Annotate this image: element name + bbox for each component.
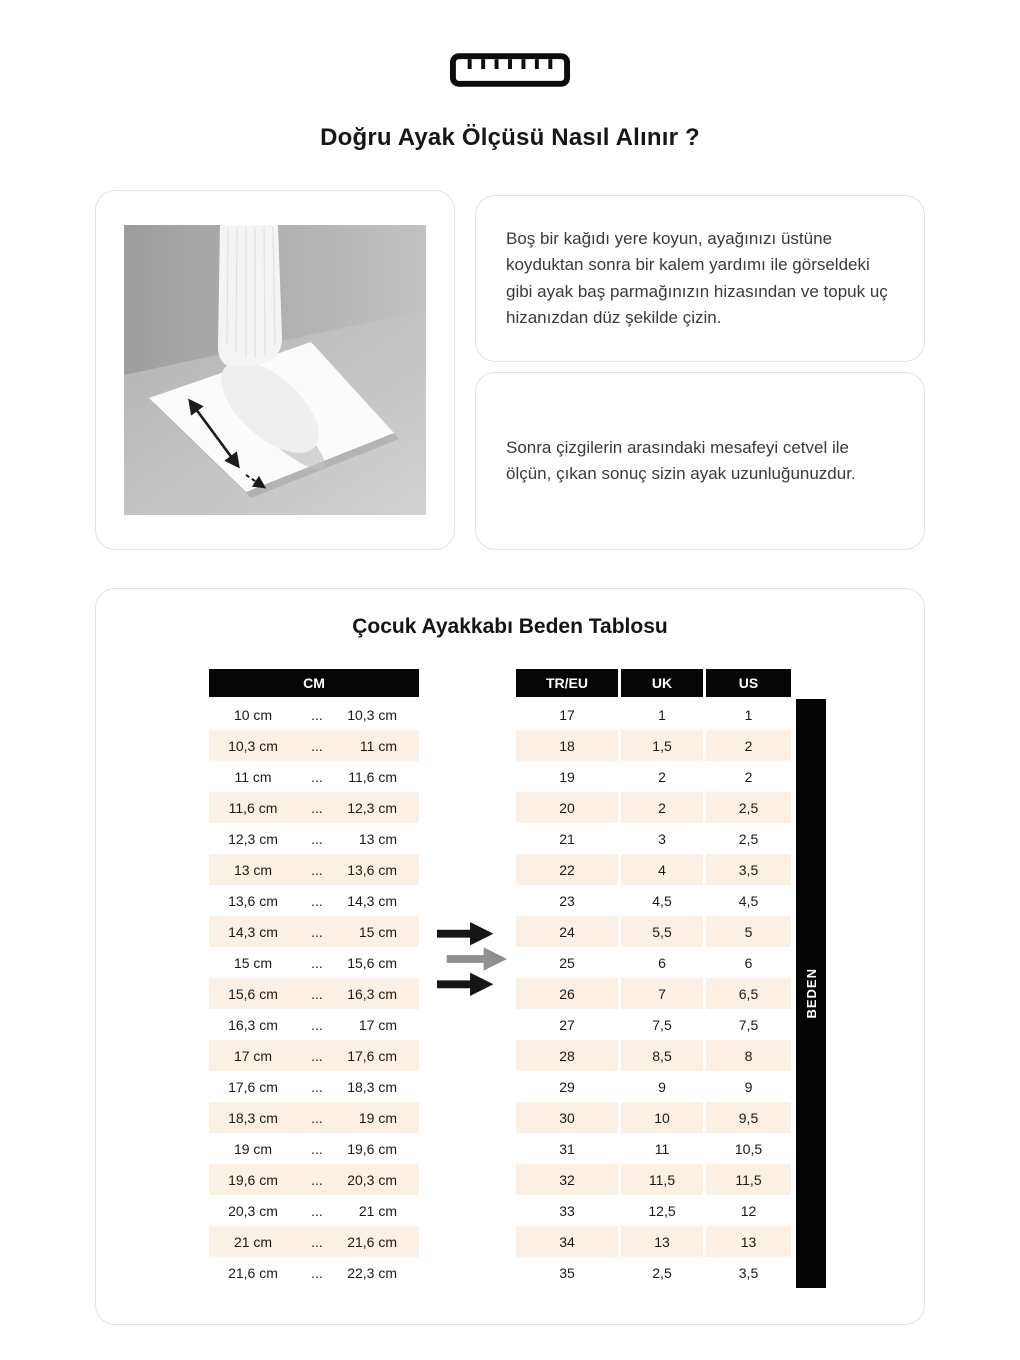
beden-side-label: [796, 699, 826, 1288]
size-table-card: [95, 588, 925, 1325]
cm-table-row: [209, 1009, 419, 1040]
uk-header: UK: [621, 669, 703, 697]
us-value: 4,5: [738, 892, 759, 909]
cm-table: [209, 669, 419, 1288]
uk-value: 9: [658, 1078, 666, 1095]
measurement-photo-card: [95, 190, 455, 550]
range-dots: ...: [311, 1140, 323, 1157]
cm-range-end: 11 cm: [359, 737, 397, 754]
size-table-row: [516, 1257, 791, 1288]
size-table-row: [516, 978, 791, 1009]
us-value: 13: [706, 1226, 791, 1257]
range-dots: ...: [311, 954, 323, 971]
tr-eu-value: 27: [559, 1016, 575, 1033]
cm-range-end: 15,6 cm: [347, 954, 397, 971]
uk-value: 3: [658, 830, 666, 847]
size-table-row: [516, 1071, 791, 1102]
range-dots: ...: [311, 861, 323, 878]
range-dots: ...: [311, 1047, 323, 1064]
tr-eu-value: 17: [559, 706, 575, 723]
us-value: 6: [744, 954, 753, 971]
uk-value: 2: [621, 792, 703, 823]
tr-eu-value: 32: [516, 1164, 618, 1195]
size-table-row: [516, 1040, 791, 1071]
cm-range-end: 13 cm: [358, 830, 397, 847]
range-dots: ...: [311, 737, 323, 754]
tr-eu-value: 30: [516, 1102, 618, 1133]
us-header: US: [706, 669, 791, 697]
cm-range-start: 13,6 cm: [228, 892, 278, 909]
instruction-step-1-card: [475, 195, 925, 362]
range-dots: ...: [311, 1171, 323, 1188]
instruction-step-2-card: [475, 372, 925, 550]
uk-value: 4,5: [652, 892, 672, 909]
uk-value: 1: [658, 706, 666, 723]
us-value: 11,5: [706, 1164, 791, 1195]
range-dots: ...: [311, 1078, 323, 1095]
cm-table-row: [209, 947, 419, 978]
tr-eu-value: 31: [559, 1140, 575, 1157]
tr-eu-value: 34: [516, 1226, 618, 1257]
us-value: 7,5: [738, 1016, 759, 1033]
size-table-row: [516, 792, 791, 823]
range-dots: ...: [311, 892, 323, 909]
cm-table-row: [209, 730, 419, 761]
cm-range-start: 17 cm: [233, 1047, 273, 1064]
cm-table-row: [209, 761, 419, 792]
size-table-row: [516, 885, 791, 916]
tr-eu-value: 20: [516, 792, 618, 823]
cm-range-end: 22,3 cm: [347, 1264, 397, 1281]
size-table-row: [516, 761, 791, 792]
cm-table-row: [209, 823, 419, 854]
cm-range-start: 11 cm: [234, 768, 272, 785]
tr-eu-value: 28: [516, 1040, 618, 1071]
cm-table-header: CM: [209, 669, 419, 697]
cm-range-end: 19 cm: [358, 1109, 397, 1126]
tr-eu-value: 25: [559, 954, 575, 971]
size-table-body: [516, 699, 791, 1288]
uk-value: 7: [621, 978, 703, 1009]
us-value: 10,5: [734, 1140, 763, 1157]
tr-eu-value: 26: [516, 978, 618, 1009]
cm-range-start: 16,3 cm: [228, 1016, 278, 1033]
us-value: 2: [744, 768, 753, 785]
range-dots: ...: [311, 706, 323, 723]
us-value: 3,5: [738, 1264, 759, 1281]
size-table-row: [516, 1195, 791, 1226]
cm-range-end: 10,3 cm: [347, 706, 397, 723]
tr-eu-value: 23: [559, 892, 575, 909]
cm-range-start: 11,6 cm: [228, 799, 278, 816]
uk-value: 11,5: [621, 1164, 703, 1195]
us-value: 9,5: [706, 1102, 791, 1133]
us-value: 5: [706, 916, 791, 947]
size-table: [516, 669, 791, 1288]
cm-range-start: 15,6 cm: [228, 985, 278, 1002]
ruler-icon: [449, 52, 571, 93]
uk-value: 13: [621, 1226, 703, 1257]
cm-range-start: 21 cm: [233, 1233, 273, 1250]
uk-value: 8,5: [621, 1040, 703, 1071]
cm-table-row: [209, 916, 419, 947]
uk-value: 7,5: [652, 1016, 672, 1033]
tr-eu-value: 35: [559, 1264, 575, 1281]
cm-range-start: 13 cm: [233, 861, 273, 878]
cm-range-end: 17 cm: [358, 1016, 397, 1033]
cm-table-row: [209, 1257, 419, 1288]
tr-eu-value: 29: [559, 1078, 575, 1095]
cm-range-end: 18,3 cm: [347, 1078, 397, 1095]
cm-range-end: 16,3 cm: [347, 985, 397, 1002]
convert-arrows-icon: [436, 921, 508, 997]
cm-range-start: 15 cm: [233, 954, 273, 971]
cm-table-row: [209, 1195, 419, 1226]
us-value: 8: [706, 1040, 791, 1071]
size-table-row: [516, 1009, 791, 1040]
beden-label-text: BEDEN: [803, 968, 819, 1019]
us-value: 3,5: [706, 854, 791, 885]
size-table-row: [516, 1133, 791, 1164]
size-table-row: [516, 1164, 791, 1195]
cm-table-row: [209, 978, 419, 1009]
tr-eu-value: 22: [516, 854, 618, 885]
uk-value: 12,5: [648, 1202, 676, 1219]
cm-range-start: 12,3 cm: [228, 830, 278, 847]
cm-range-start: 10 cm: [233, 706, 273, 723]
size-table-row: [516, 1102, 791, 1133]
size-table-row: [516, 730, 791, 761]
range-dots: ...: [311, 1016, 323, 1033]
size-table-title: Çocuk Ayakkabı Beden Tablosu: [352, 615, 668, 638]
cm-table-body: [209, 699, 419, 1288]
uk-value: 5,5: [621, 916, 703, 947]
uk-value: 10: [621, 1102, 703, 1133]
cm-range-end: 17,6 cm: [347, 1047, 397, 1064]
cm-range-start: 10,3 cm: [228, 737, 278, 754]
cm-range-end: 20,3 cm: [347, 1171, 397, 1188]
us-value: 9: [744, 1078, 753, 1095]
range-dots: ...: [311, 1264, 323, 1281]
tr-eu-value: 19: [559, 768, 575, 785]
cm-range-end: 13,6 cm: [347, 861, 397, 878]
cm-range-start: 19 cm: [233, 1140, 273, 1157]
range-dots: ...: [311, 1202, 323, 1219]
cm-range-start: 18,3 cm: [228, 1109, 278, 1126]
cm-table-row: [209, 1133, 419, 1164]
us-value: 12: [740, 1202, 757, 1219]
range-dots: ...: [311, 768, 323, 785]
cm-range-end: 12,3 cm: [347, 799, 397, 816]
range-dots: ...: [311, 923, 323, 940]
tr-eu-value: 21: [559, 830, 575, 847]
tr-eu-header: TR/EU: [516, 669, 618, 697]
size-table-row: [516, 823, 791, 854]
uk-value: 11: [654, 1140, 670, 1157]
us-value: 2: [706, 730, 791, 761]
cm-table-row: [209, 854, 419, 885]
uk-value: 4: [621, 854, 703, 885]
us-value: 2,5: [706, 792, 791, 823]
size-table-row: [516, 947, 791, 978]
us-value: 6,5: [706, 978, 791, 1009]
size-table-row: [516, 699, 791, 730]
cm-range-end: 15 cm: [358, 923, 397, 940]
tr-eu-value: 18: [516, 730, 618, 761]
cm-range-start: 19,6 cm: [228, 1171, 278, 1188]
uk-value: 2: [658, 768, 666, 785]
size-table-row: [516, 1226, 791, 1257]
cm-table-row: [209, 885, 419, 916]
uk-value: 6: [658, 954, 666, 971]
cm-table-row: [209, 1040, 419, 1071]
us-value: 1: [744, 706, 753, 723]
range-dots: ...: [311, 830, 323, 847]
size-table-header: [516, 669, 791, 697]
cm-range-end: 21 cm: [358, 1202, 397, 1219]
cm-table-row: [209, 1226, 419, 1257]
cm-table-row: [209, 699, 419, 730]
cm-range-start: 17,6 cm: [228, 1078, 278, 1095]
range-dots: ...: [311, 1233, 323, 1250]
instruction-step-2-text: Sonra çizgilerin arasındaki mesafeyi cetvel ile ölçün, çıkan sonuç sizin ayak uzunluğunuzdur.: [506, 437, 856, 483]
cm-range-start: 14,3 cm: [228, 923, 278, 940]
range-dots: ...: [311, 1109, 323, 1126]
instruction-step-1-text: Boş bir kağıdı yere koyun, ayağınızı üstüne koyduktan sonra bir kalem yardımı ile görseldeki gibi ayak baş parmağınızın hizasından ve topuk uç hizanızdan düz şekilde çizin.: [506, 228, 888, 327]
page-title: Doğru Ayak Ölçüsü Nasıl Alınır ?: [320, 124, 700, 151]
size-table-row: [516, 854, 791, 885]
size-table-row: [516, 916, 791, 947]
cm-table-row: [209, 1164, 419, 1195]
tr-eu-value: 24: [516, 916, 618, 947]
cm-table-row: [209, 792, 419, 823]
cm-range-end: 14,3 cm: [347, 892, 397, 909]
uk-value: 1,5: [621, 730, 703, 761]
tr-eu-value: 33: [559, 1202, 575, 1219]
foot-measurement-photo: [124, 225, 426, 515]
range-dots: ...: [311, 985, 323, 1002]
us-value: 2,5: [738, 830, 759, 847]
cm-table-row: [209, 1071, 419, 1102]
cm-range-end: 11,6 cm: [348, 768, 397, 785]
cm-range-end: 21,6 cm: [347, 1233, 397, 1250]
cm-range-start: 20,3 cm: [228, 1202, 278, 1219]
cm-table-row: [209, 1102, 419, 1133]
cm-range-start: 21,6 cm: [228, 1264, 278, 1281]
cm-range-end: 19,6 cm: [347, 1140, 397, 1157]
uk-value: 2,5: [652, 1264, 672, 1281]
range-dots: ...: [311, 799, 323, 816]
